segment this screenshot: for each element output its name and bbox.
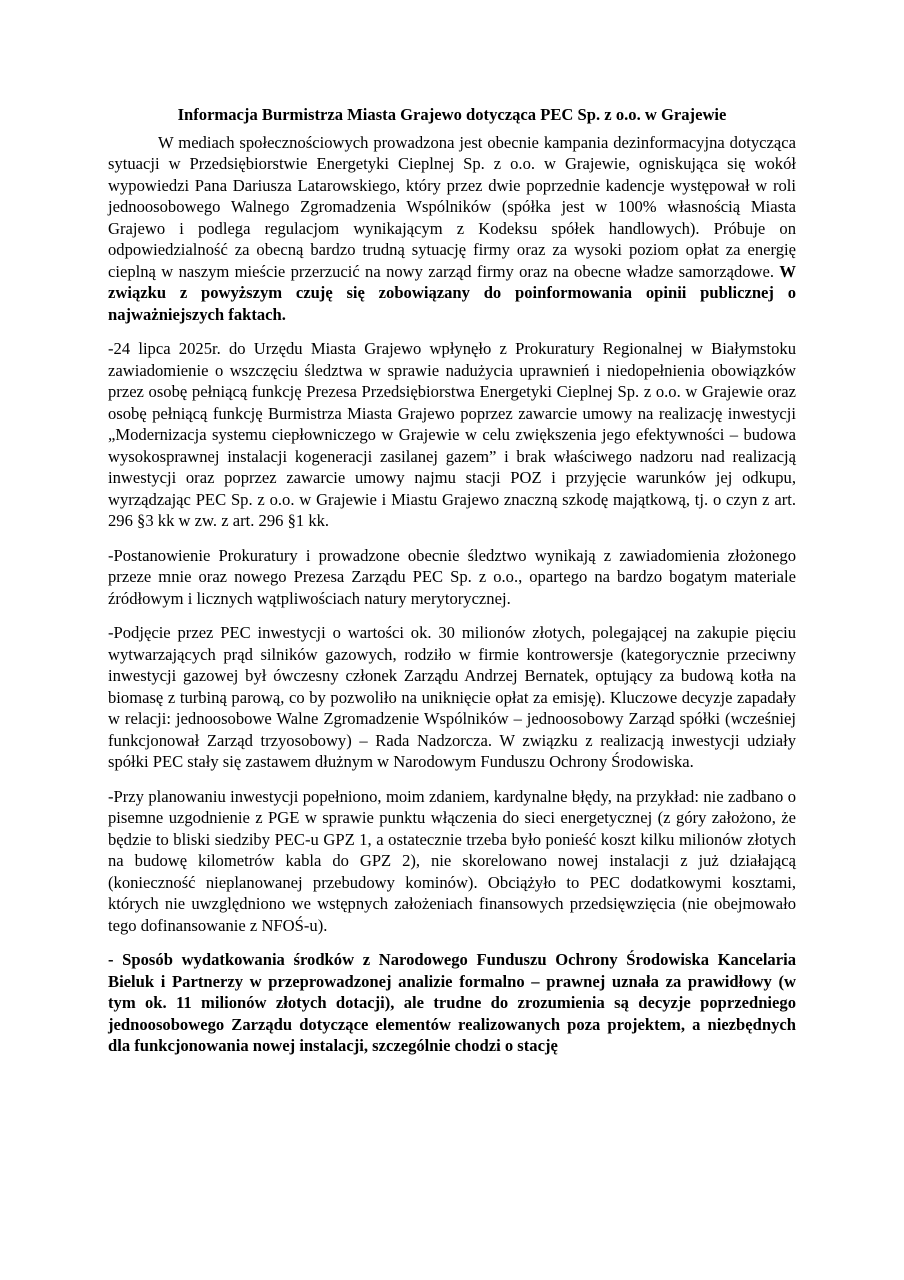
paragraph-investment: -Podjęcie przez PEC inwestycji o wartości ok. 30 milionów złotych, polegającej na zakupie pięciu wytwarzających prąd silników gazowych, rodziło w firmie kontrowersje (kategorycznie przeciwny inwestycji gazowej był ówczesny członek Zarządu Andrzej Bernatek, optujący za budową kotła na biomasę z turbiną parową, co by pozwoliło na uniknięcie opłat za emisję). Kluczowe decyzje zapadały w relacji: jednoosobowe Walne Zgromadzenie Wspólników – jednoosobowy Zarząd spółki (wcześniej funkcjonował Zarząd trzyosobowy) – Rada Nadzorcza. W związku z realizacją inwestycji udziały spółki PEC stały się zastawem dłużnym w Narodowym Funduszu Ochrony Środowiska. xyxy=(108,623,796,771)
paragraph-prosecution-notice: -24 lipca 2025r. do Urzędu Miasta Grajewo wpłynęło z Prokuratury Regionalnej w Białymstoku zawiadomienie o wszczęciu śledztwa w sprawie nadużycia uprawnień i niedopełnienia obowiązków przez osobę pełniącą funkcję Prezesa Przedsiębiorstwa Energetyki Cieplnej Sp. z o.o. w Grajewie oraz osobę pełniącą funkcję Burmistrza Miasta Grajewo poprzez zawarcie umowy na realizację inwestycji „Modernizacja systemu ciepłowniczego w Grajewie w celu zwiększenia jego efektywności – budowa wysokosprawnej instalacji kogeneracji zasilanej gazem” i brak właściwego nadzoru nad realizacją inwestycji oraz poprzez zawarcie umowy najmu stacji POZ i przyjęcie warunków jej odkupu, wyrządzając PEC Sp. z o.o. w Grajewie i Miastu Grajewo znaczną szkodę majątkową, tj. o czyn z art. 296 §3 kk w zw. z art. 296 §1 kk. xyxy=(108,339,796,530)
paragraph-intro xyxy=(108,132,796,326)
paragraph-intro-text: W mediach społecznościowych prowadzona jest obecnie kampania dezinformacyjna dotycząca sytuacji w Przedsiębiorstwie Energetyki Cieplnej Sp. z o.o. w Grajewie, ogniskująca się wokół wypowiedzi Pana Dariusza Latarowskiego, który przez dwie poprzednie kadencje występował w roli jednoosobowego Walnego Zgromadzenia Wspólników (spółka jest w 100% własnością Miasta Grajewo i podlega regulacjom wynikającym z Kodeksu spółek handlowych). Próbuje on odpowiedzialność za obecną bardzo trudną sytuację firmy oraz za wysoki poziom opłat za energię cieplną w naszym mieście przerzucić na nowy zarząd firmy oraz na obecne władze samorządowe. xyxy=(108,132,796,281)
document-page xyxy=(108,104,796,1070)
paragraph-planning-errors: -Przy planowaniu inwestycji popełniono, moim zdaniem, kardynalne błędy, na przykład: nie zadbano o pisemne uzgodnienie z PGE w sprawie punktu włączenia do sieci energetycznej (z góry założono, że będzie to bliski siedziby PEC-u GPZ 1, a ostatecznie trzeba było ponieść koszt kilku milionów złotych na budowę kilometrów kabla do GPZ 2), nie skorelowano nowej instalacji z już działającą (konieczność nieplanowanej przebudowy kominów). Obciążyło to PEC dodatkowymi kosztami, których nie uwzględniono we wstępnych założeniach finansowych przedsięwzięcia (nie obejmowało tego dofinansowanie z NFOŚ-u). xyxy=(108,786,796,935)
paragraph-funding: - Sposób wydatkowania środków z Narodowego Funduszu Ochrony Środowiska Kancelaria Bieluk i Partnerzy w przeprowadzonej analizie formalno – prawnej uznała za prawidłowy (w tym ok. 11 milionów złotych dotacji), ale trudne do zrozumienia są decyzje poprzedniego jednoosobowego Zarządu dotyczące elementów realizowanych poza projektem, a niezbędnych dla funkcjonowania nowej instalacji, szczególnie chodzi o stację xyxy=(108,950,796,1055)
paragraph-intro-bold: W związku z powyższym czuję się zobowiązany do poinformowania opinii publicznej o najważniejszych faktach. xyxy=(108,261,796,324)
document-title: Informacja Burmistrza Miasta Grajewo dotycząca PEC Sp. z o.o. w Grajewie xyxy=(177,105,727,124)
paragraph-investigation: -Postanowienie Prokuratury i prowadzone obecnie śledztwo wynikają z zawiadomienia złożonego przeze mnie oraz nowego Prezesa Zarządu PEC Sp. z o.o., opartego na bardzo bogatym materiale źródłowym i licznych wątpliwościach natury merytorycznej. xyxy=(108,545,796,608)
